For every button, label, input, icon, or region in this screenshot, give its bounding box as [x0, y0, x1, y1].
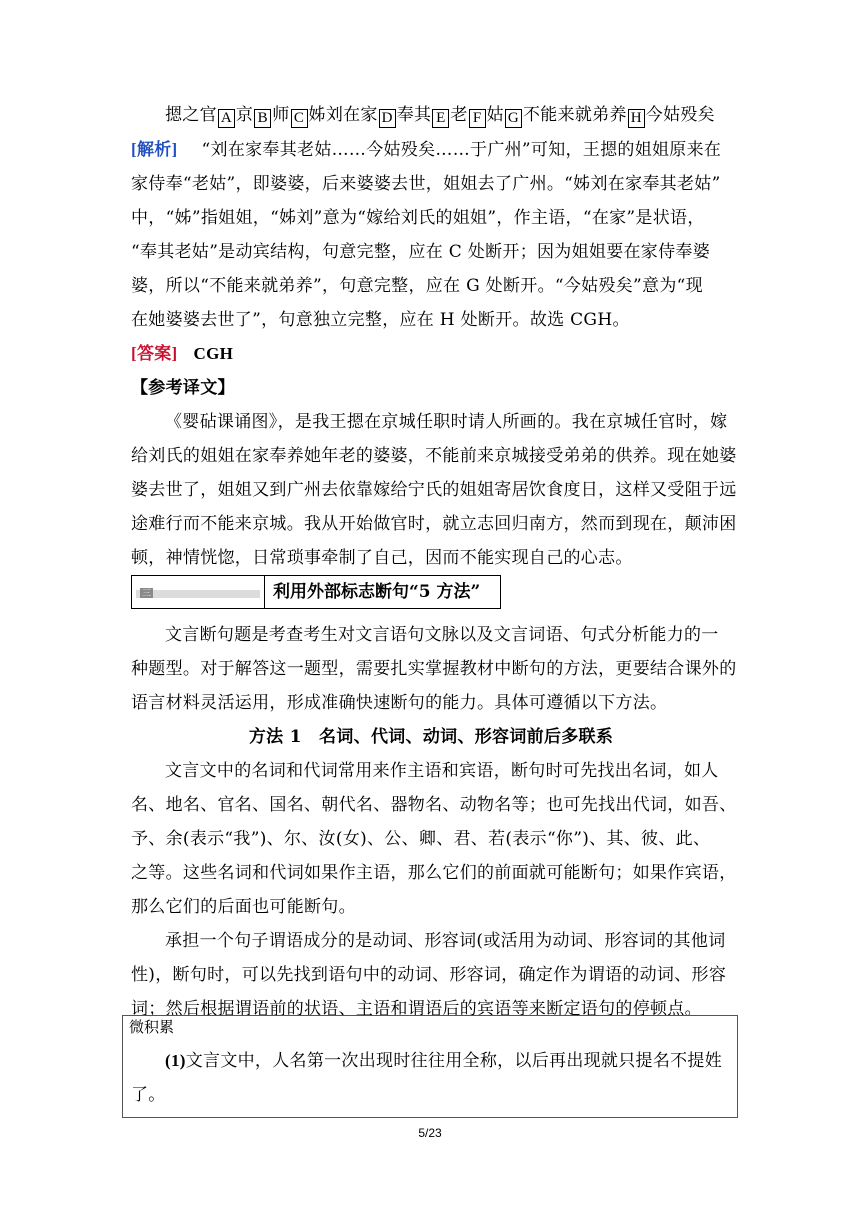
- text-segment: 今姑殁矣: [645, 105, 715, 125]
- break-mark-a: A: [218, 109, 235, 128]
- text-segment: 姑: [486, 105, 504, 125]
- analysis-label: [解析]: [131, 140, 178, 159]
- answer-line: [131, 343, 731, 365]
- translation-line-5: 顿，神情恍惚，日常琐事牵制了自己，因而不能实现自己的心志。: [131, 548, 633, 568]
- text-segment: 不能来就弟养: [522, 105, 627, 125]
- break-mark-h: H: [628, 109, 645, 128]
- break-mark-c: C: [291, 109, 308, 128]
- analysis-line-1: [131, 139, 731, 161]
- analysis-line-3: 中，“姊”指姐姐，“姊刘”意为“嫁给刘氏的姐姐”，作主语，“在家”是状语，: [131, 208, 705, 228]
- intro-line-3: 语言材料灵活运用，形成准确快速断句的能力。具体可遵循以下方法。: [131, 693, 668, 713]
- method-1-para2-line-2: 性)，断句时，可以先找到语句中的动词、形容词，确定作为谓语的动词、形容: [131, 965, 727, 985]
- note-line-1: [165, 1050, 731, 1072]
- answer-value: CGH: [193, 344, 234, 363]
- text-segment: 奉其: [396, 105, 432, 125]
- text-segment: 老: [450, 105, 468, 125]
- note-line-2: 了。: [131, 1085, 166, 1105]
- method-1-para1-line-2: 名、地名、官名、国名、朝代名、器物名、动物名等；也可先找出代词，如吾、: [131, 795, 737, 815]
- break-mark-g: G: [505, 109, 522, 128]
- translation-line-4: 途难行而不能来京城。我从开始做官时，就立志回归南方，然而到现在，颠沛困: [131, 514, 737, 534]
- method-1-title: 方法 1 名词、代词、动词、形容词前后多联系: [248, 727, 614, 747]
- sentence-with-break-marks: [165, 104, 731, 128]
- analysis-line-2: 家侍奉“老姑”，即婆婆，后来婆婆去世，姐姐去了广州。“姊刘在家奉其老姑”: [131, 174, 721, 194]
- break-mark-b: B: [254, 109, 271, 128]
- text-segment: 姊刘在家: [308, 105, 378, 125]
- section-number: 三: [142, 588, 152, 598]
- analysis-line-5: 婆，所以“不能来就弟养”，句意完整，应在 G 处断开。“今姑殁矣”意为“现: [131, 276, 703, 296]
- page-number: 5/23: [418, 1126, 442, 1140]
- text-segment: 摁之官: [165, 105, 217, 125]
- method-1-para2-line-1: 承担一个句子谓语成分的是动词、形容词(或活用为动词、形容词的其他词: [165, 931, 726, 951]
- section-number-cell: [132, 576, 265, 608]
- answer-label: [答案]: [131, 344, 178, 363]
- method-1-para1-line-4: 之等。这些名词和代词如果作主语，那么它们的前面就可能断句；如果作宾语，: [131, 863, 737, 883]
- break-mark-d: D: [379, 109, 396, 128]
- translation-heading: 【参考译文】: [131, 378, 235, 398]
- analysis-line-4: “奉其老姑”是动宾结构，句意完整，应在 C 处断开；因为姐姐要在家侍奉婆: [131, 242, 710, 262]
- text-segment: 师: [272, 105, 290, 125]
- method-1-para1-line-5: 那么它们的后面也可能断句。: [131, 897, 356, 917]
- method-1-para2-line-3: 词；然后根据谓语前的状语、主语和谓语后的宾语等来断定语句的停顿点。: [131, 999, 702, 1019]
- note-number: (1): [165, 1051, 186, 1070]
- section-strip: [136, 590, 260, 598]
- intro-line-2: 种题型。对于解答这一题型，需要扎实掌握教材中断句的方法，更要结合课外的: [131, 659, 737, 679]
- analysis-line-6: 在她婆婆去世了”，句意独立完整，应在 H 处断开。故选 CGH。: [131, 310, 630, 330]
- section-title: 利用外部标志断句“5 方法”: [273, 582, 481, 602]
- translation-line-2: 给刘氏的姐姐在家奉养她年老的婆婆，不能前来京城接受弟弟的供养。现在她婆: [131, 446, 737, 466]
- translation-line-1: 《婴砧课诵图》，是我王摁在京城任职时请人所画的。我在京城任官时，嫁: [165, 412, 728, 432]
- break-mark-f: F: [469, 109, 486, 128]
- break-mark-e: E: [432, 109, 449, 128]
- note-text: 文言文中，人名第一次出现时往往用全称，以后再出现就只提名不提姓: [185, 1051, 723, 1071]
- method-1-para1-line-1: 文言文中的名词和代词常用来作主语和宾语，断句时可先找出名词，如人: [165, 761, 719, 781]
- intro-line-1: 文言断句题是考查考生对文言语句文脉以及文言词语、句式分析能力的一: [165, 625, 719, 645]
- text-segment: 京: [235, 105, 254, 125]
- note-title: 微积累: [129, 1019, 175, 1036]
- method-1-para1-line-3: 予、余(表示“我”)、尔、汝(女)、公、卿、君、若(表示“你”)、其、彼、此、: [131, 829, 711, 849]
- section-header: [131, 575, 501, 609]
- translation-line-3: 婆去世了，姐姐又到广州去依靠嫁给宁氏的姐姐寄居饮食度日，这样又受阻于远: [131, 480, 737, 500]
- analysis-text: “刘在家奉其老姑……今姑殁矣……于广州”可知，王摁的姐姐原来在: [201, 140, 722, 160]
